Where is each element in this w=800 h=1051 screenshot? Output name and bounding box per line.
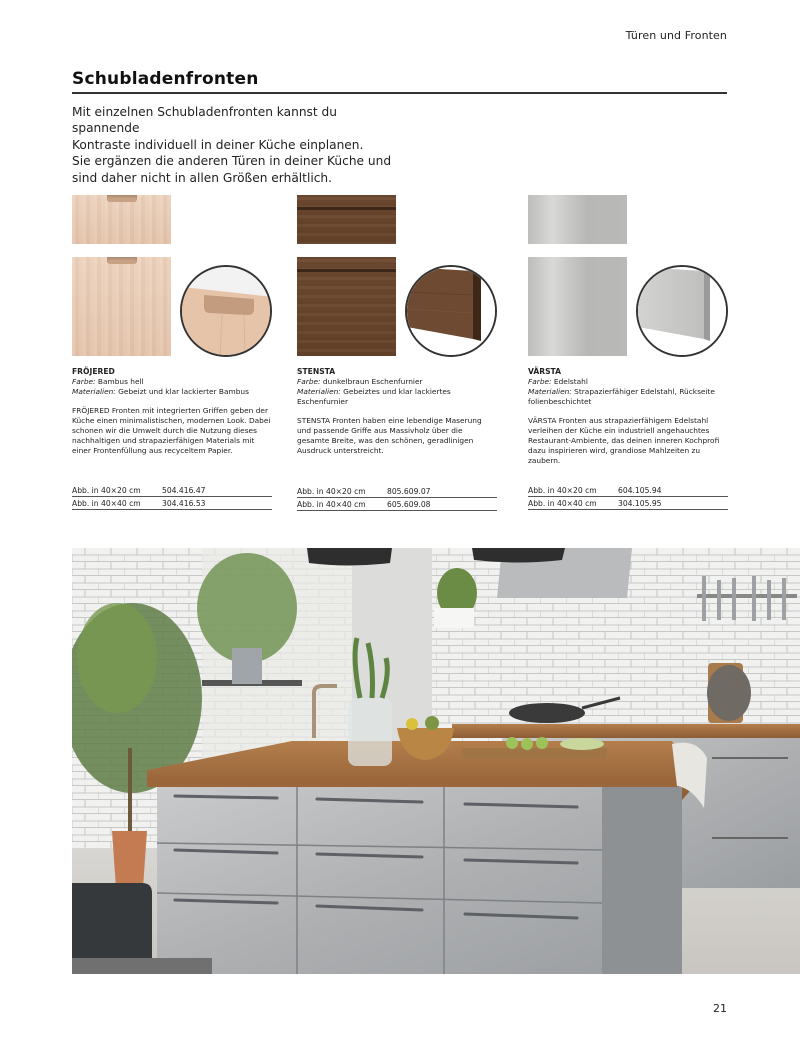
product-description: STENSTA Fronten haben eine lebendige Maserung und passende Griffe aus Massivholz über die gesamte Breite, was den schönen, geradlinigen Ausdruck unterstreicht. (297, 416, 482, 455)
product-name: STENSTA (297, 367, 336, 376)
materials-value: Gebeizt und klar lackierter Bambus (118, 387, 249, 396)
integrated-grip (107, 195, 137, 202)
swatch-40x40-image (297, 257, 396, 356)
running-head: Türen und Fronten (625, 29, 727, 42)
spec-row (528, 484, 728, 497)
materials-value: Strapazierfähiger Edelstahl, Rückseite folienbeschichtet (528, 387, 715, 406)
intro-line: Sie ergänzen die anderen Türen in deiner Küche und (72, 154, 392, 169)
product-info (528, 367, 733, 466)
product-description: VÄRSTA Fronten aus strapazierfähigem Edelstahl verleihen der Küche ein industriell angehauchtes Restaurant-Ambiente, das deinen inneren Kochprofi dazu inspirieren wird, grandiose Mahlzeiten zu zaubern. (528, 416, 720, 465)
product-info (72, 367, 277, 456)
intro-line: Kontraste individuell in deiner Küche einplanen. (72, 137, 364, 152)
title-rule (72, 92, 727, 94)
product-materials (297, 387, 492, 407)
kitchen-photo (72, 548, 800, 974)
swatch-40x20-image (72, 195, 171, 244)
wood-grip (297, 207, 396, 210)
spec-row (297, 498, 497, 511)
color-value: Edelstahl (553, 377, 588, 386)
product-description: FRÖJERED Fronten mit integrierten Griffen geben der Küche einen minimalistischen, modernen Look. Dabei schonen wir die Umwelt durch die Nutzung dieses nachhaltigen und strapazierfähigen Materials mit einer Frontenfüllung aus recyceltem Papier. (72, 406, 271, 455)
edge-detail-image (638, 267, 728, 357)
color-value: Bambus hell (97, 377, 144, 386)
swatch-40x40-image (72, 257, 171, 356)
product-color (72, 377, 277, 387)
color-value: dunkelbraun Eschenfurnier (322, 377, 423, 386)
intro-line: sind daher nicht in allen Größen erhältlich. (72, 170, 333, 185)
swatch-40x40-image (528, 257, 627, 356)
edge-detail-image (407, 267, 497, 357)
detail-zoom-circle (180, 265, 272, 357)
spec-article: 604.105.94 (618, 485, 662, 495)
swatch-40x20-image (528, 195, 627, 244)
product-color (528, 377, 733, 387)
spec-table-stensta (297, 485, 497, 511)
kitchen-island-illustration (72, 548, 800, 974)
spec-article: 304.416.53 (162, 498, 206, 508)
integrated-grip (107, 257, 137, 264)
materials-value: Gebeiztes und klar lackiertes Eschenfurnier (297, 387, 451, 406)
spec-size: Abb. in 40×40 cm (72, 498, 141, 508)
spec-row (72, 497, 272, 510)
intro-text (72, 104, 402, 186)
spec-row (528, 497, 728, 510)
intro-line: Mit einzelnen Schubladenfronten kannst du spannende (72, 105, 338, 136)
page-number: 21 (713, 1002, 727, 1015)
product-materials (72, 387, 277, 397)
spec-article: 504.416.47 (162, 485, 206, 495)
color-label: Farbe: (297, 377, 321, 386)
product-materials (528, 387, 723, 407)
product-name: FRÖJERED (72, 367, 115, 376)
product-name: VÄRSTA (528, 367, 562, 376)
color-label: Farbe: (528, 377, 552, 386)
materials-label: Materialien: (72, 387, 116, 396)
spec-article: 605.609.08 (387, 499, 431, 509)
spec-row (72, 484, 272, 497)
materials-label: Materialien: (297, 387, 341, 396)
spec-table-frojered (72, 484, 272, 510)
spec-size: Abb. in 40×20 cm (528, 485, 597, 495)
spec-size: Abb. in 40×20 cm (297, 486, 366, 496)
page-title: Schubladenfronten (72, 69, 259, 89)
product-color (297, 377, 502, 387)
product-info (297, 367, 502, 456)
materials-label: Materialien: (528, 387, 572, 396)
detail-zoom-circle (636, 265, 728, 357)
spec-row (297, 485, 497, 498)
spec-size: Abb. in 40×40 cm (528, 498, 597, 508)
spec-article: 304.105.95 (618, 498, 662, 508)
wood-grip (297, 269, 396, 272)
grip-detail-image (182, 267, 272, 357)
spec-table-varsta (528, 484, 728, 510)
spec-size: Abb. in 40×20 cm (72, 485, 141, 495)
spec-article: 805.609.07 (387, 486, 431, 496)
color-label: Farbe: (72, 377, 96, 386)
spec-size: Abb. in 40×40 cm (297, 499, 366, 509)
swatch-40x20-image (297, 195, 396, 244)
detail-zoom-circle (405, 265, 497, 357)
